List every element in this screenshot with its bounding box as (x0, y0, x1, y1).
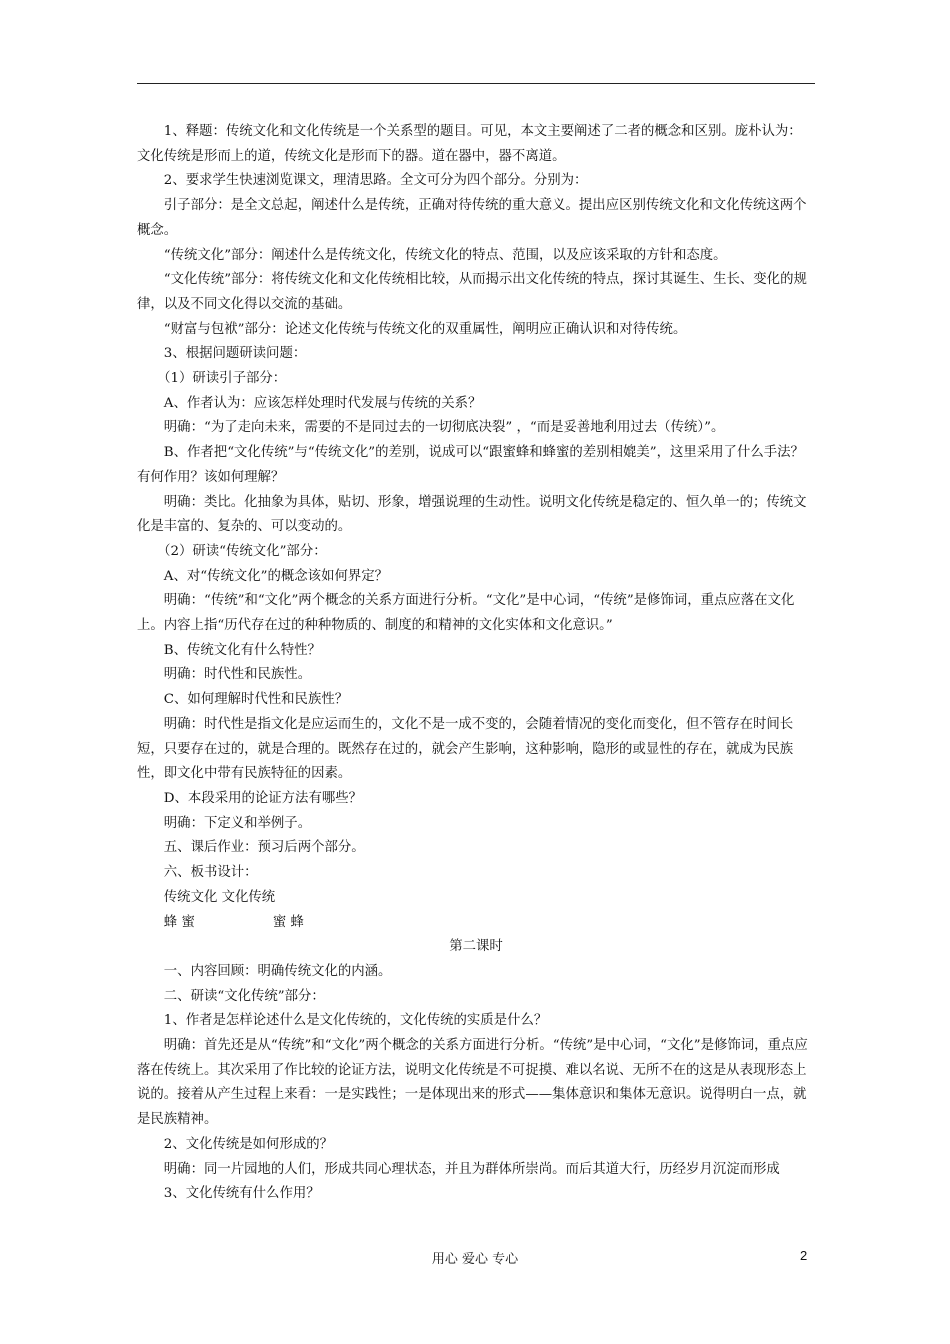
paragraph: 一、内容回顾：明确传统文化的内涵。 (163, 963, 392, 979)
section-title: 第二课时 (449, 939, 503, 955)
paragraph: 明确：类比。化抽象为具体，贴切、形象，增强说理的生动性。说明文化传统是稳定的、恒久单一的；传统文化是丰富的、复杂的、可以变动的。 (137, 494, 807, 535)
paragraph: 明确：下定义和举例子。 (163, 815, 312, 831)
paragraph: 2、文化传统是如何形成的？ (163, 1136, 334, 1152)
paragraph: 明确：“为了走向未来，需要的不是同过去的一切彻底决裂” ，“而是妥善地利用过去（传统）”。 (163, 420, 725, 436)
bee-right: 蜜 蜂 (272, 914, 304, 930)
paragraph: 六、板书设计： (163, 865, 258, 881)
paragraph: D、本段采用的论证方法有哪些？ (163, 790, 363, 806)
paragraph: 明确：同一片园地的人们，形成共同心理状态，并且为群体所崇尚。而后其道大行，历经岁月沉淀而形成 (163, 1161, 780, 1177)
paragraph: 明确：首先还是从“传统”和“文化”两个概念的关系方面进行分析。“传统”是中心词，“文化”是修饰词，重点应落在传统上。其次采用了作比较的论证方法，说明文化传统是不可捉摸、难以名说、无所不在的这是从表现形态上说的。接着从产生过程上来看：一是实践性；一是体现出来的形式——集体意识和集体无意识。说得明白一点，就是民族精神。 (137, 1038, 808, 1128)
paragraph: 二、研读“文化传统”部分： (163, 988, 325, 1004)
board-design-bees (137, 911, 815, 936)
paragraph: 2、要求学生快速浏览课文，理清思路。全文可分为四个部分。分别为： (163, 173, 588, 189)
paragraph: A、对“传统文化”的概念该如何界定？ (163, 568, 389, 584)
bee-left: 蜂 蜜 (163, 914, 195, 930)
paragraph: B、传统文化有什么特性？ (163, 642, 321, 658)
paragraph: “文化传统”部分：将传统文化和文化传统相比较，从而揭示出文化传统的特点，探讨其诞生、生长、变化的规律，以及不同文化得以交流的基础。 (137, 272, 807, 312)
paragraph: C、如何理解时代性和民族性？ (163, 692, 349, 708)
board-design-line: 传统文化 文化传统 (163, 889, 276, 905)
paragraph: 明确：时代性是指文化是应运而生的，文化不是一成不变的，会随着情况的变化而变化，但不管存在时间长短，只要存在过的，就是合理的。既然存在过的，就会产生影响，这种影响，隐形的或显性的存在，就成为民族性，即文化中带有民族特征的因素。 (137, 716, 794, 782)
paragraph: A、作者认为：应该怎样处理时代发展与传统的关系？ (163, 395, 482, 411)
paragraph: 1、释题：传统文化和文化传统是一个关系型的题目。可见，本文主要阐述了二者的概念和区别。庞朴认为：文化传统是形而上的道，传统文化是形而下的器。道在器中，器不离道。 (137, 124, 802, 164)
document-body (137, 120, 815, 1207)
paragraph: 五、课后作业：预习后两个部分。 (163, 840, 365, 856)
page-footer: 用心 爱心 专心 (431, 1252, 519, 1267)
paragraph: “传统文化”部分：阐述什么是传统文化，传统文化的特点、范围，以及应该采取的方针和态度。 (163, 247, 727, 263)
paragraph: 3、文化传统有什么作用？ (163, 1186, 320, 1202)
paragraph: （2）研读“传统文化”部分： (157, 543, 327, 559)
paragraph: 明确：“传统”和“文化”两个概念的关系方面进行分析。“文化”是中心词，“传统”是修饰词，重点应落在文化上。内容上指“历代存在过的种种物质的、制度的和精神的文化实体和文化意识。” (137, 593, 795, 634)
paragraph: 明确：时代性和民族性。 (163, 667, 312, 683)
paragraph: （1）研读引子部分： (157, 371, 287, 387)
paragraph: 3、根据问题研读问题： (163, 346, 307, 362)
page-number: 2 (800, 1248, 808, 1263)
paragraph: “财富与包袱”部分：论述文化传统与传统文化的双重属性，阐明应正确认识和对待传统。 (163, 321, 687, 337)
paragraph: 1、作者是怎样论述什么是文化传统的，文化传统的实质是什么？ (163, 1013, 548, 1029)
paragraph: 引子部分：是全文总起，阐述什么是传统，正确对待传统的重大意义。提出应区别传统文化和文化传统这两个概念。 (137, 198, 807, 238)
paragraph: B、作者把“文化传统”与“传统文化”的差别，说成可以“跟蜜蜂和蜂蜜的差别相媲美”，这里采用了什么手法？有何作用？该如何理解？ (137, 445, 804, 485)
header-rule (137, 83, 815, 84)
